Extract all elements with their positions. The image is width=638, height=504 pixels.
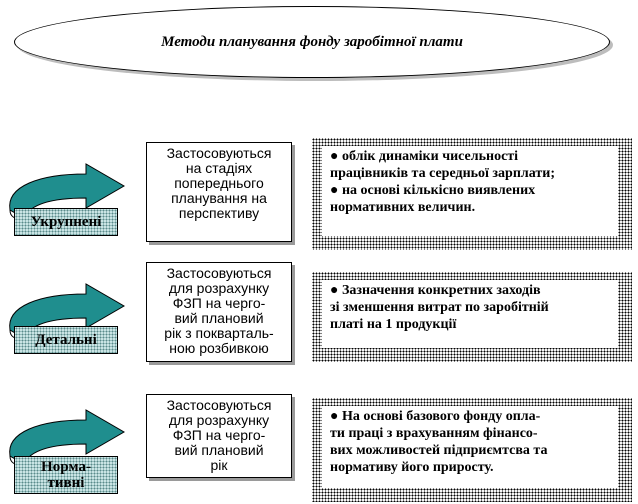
method-name: Норма- <box>41 459 91 475</box>
description-line: ФЗП на черго- <box>172 427 266 443</box>
method-note-ukrupneni <box>312 138 632 250</box>
description-line: попереднього <box>174 175 264 191</box>
note-line: працівників та середньої зарплати; <box>330 166 555 181</box>
method-name: Детальні <box>35 332 97 348</box>
note-line: зі зменшення витрат по заробітній <box>330 300 549 315</box>
note-line: нормативних величин. <box>330 200 476 215</box>
description-line: ною розбивкою <box>169 340 269 356</box>
description-line: планування на <box>171 190 267 206</box>
note-line: вих можливостей підприємтсва та <box>330 443 548 458</box>
method-note-detalni <box>312 272 632 362</box>
method-description-ukrupneni <box>146 142 292 242</box>
method-note-normatyvni <box>312 398 632 502</box>
description-line: Застосовуються <box>166 397 272 413</box>
method-name: тивні <box>47 475 85 491</box>
note-line: ● облік динаміки чисельності <box>330 149 519 164</box>
diagram-title: Методи планування фонду заробітної плати <box>161 33 463 50</box>
method-tag-ukrupneni <box>14 208 118 236</box>
note-line: нормативу його приросту. <box>330 460 494 475</box>
note-line: ● Зазначення конкретних заходів <box>330 283 541 298</box>
description-line: на стадіях <box>185 160 253 176</box>
note-line: ● на основі кількісно виявлених <box>330 183 536 198</box>
description-line: для розрахунку <box>168 280 270 296</box>
description-line: рік з покварталь- <box>164 325 274 341</box>
note-line: ● На основі базового фонду опла- <box>330 409 541 424</box>
description-line: для розрахунку <box>168 412 270 428</box>
description-line: Застосовуються <box>166 145 272 161</box>
description-line: ФЗП на черго- <box>172 295 266 311</box>
method-name: Укрупнені <box>30 214 102 230</box>
method-tag-normatyvni <box>14 456 118 494</box>
title-ellipse <box>14 6 610 78</box>
method-description-normatyvni <box>146 394 292 478</box>
description-line: вий плановий <box>174 310 264 326</box>
curved-arrow-icon <box>0 278 150 368</box>
note-line: платі на 1 продукції <box>330 317 457 332</box>
description-line: Застосовуються <box>166 265 272 281</box>
description-line: перспективу <box>178 205 260 221</box>
method-tag-detalni <box>14 326 118 354</box>
description-line: рік <box>210 457 228 473</box>
note-line: ти праці з врахуванням фінансо- <box>330 426 538 441</box>
description-line: вий плановий <box>174 442 264 458</box>
method-description-detalni <box>146 262 292 362</box>
